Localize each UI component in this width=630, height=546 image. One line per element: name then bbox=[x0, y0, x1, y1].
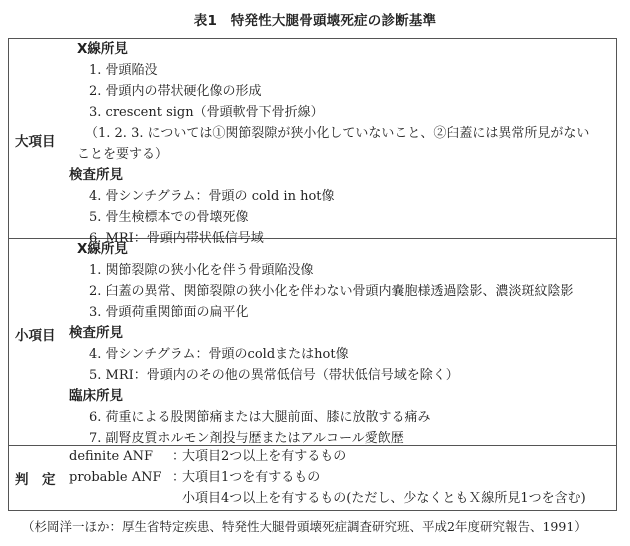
note-line: （1. 2. 3. については①関節裂隙が狭小化していないこと、②臼蓋には異常所見がない bbox=[85, 126, 590, 141]
list-item: 2. 臼蓋の異常、関節裂隙の狭小化を伴わない骨頭内嚢胞様透過陰影、濃淡斑紋陰影 bbox=[89, 284, 574, 299]
diagnostic-criteria-table bbox=[8, 38, 617, 511]
judgement-row-definite bbox=[69, 446, 612, 467]
table-title: 表1 特発性大腿骨頭壊死症の診断基準 bbox=[193, 13, 437, 29]
judgement-value: 大項目1つを有するもの bbox=[182, 470, 321, 485]
major-criteria-label: 大項目 bbox=[15, 134, 56, 150]
list-item: 6. MRI：骨頭内帯状低信号域 bbox=[89, 231, 264, 246]
clinical-heading: 臨床所見 bbox=[69, 388, 123, 404]
judgement-section bbox=[9, 446, 616, 510]
list-item: 4. 骨シンチグラム：骨頭の cold in hot像 bbox=[89, 189, 335, 204]
judgement-row-probable bbox=[69, 467, 612, 488]
list-item: 6. 荷重による股関節痛または大腿前面、膝に放散する痛み bbox=[89, 410, 431, 425]
judgement-colon: ： bbox=[172, 470, 186, 485]
xray-heading: X線所見 bbox=[77, 241, 128, 257]
list-item: 5. MRI：骨頭内のその他の異常低信号（帯状低信号域を除く） bbox=[89, 368, 459, 383]
list-item: 1. 関節裂隙の狭小化を伴う骨頭陥没像 bbox=[89, 263, 314, 278]
minor-criteria-content bbox=[69, 239, 612, 449]
minor-criteria-section bbox=[9, 239, 616, 446]
list-item: 4. 骨シンチグラム：骨頭のcoldまたはhot像 bbox=[89, 347, 349, 362]
major-criteria-section bbox=[9, 39, 616, 246]
xray-heading: X線所見 bbox=[77, 41, 128, 57]
note-line: ことを要する） bbox=[77, 147, 169, 162]
list-item: 3. crescent sign（骨頭軟骨下骨折線） bbox=[89, 105, 324, 120]
judgement-row-probable-alt bbox=[69, 488, 612, 509]
judgement-value: 小項目4つ以上を有するもの(ただし、少なくともＸ線所見1つを含む) bbox=[182, 491, 586, 506]
exam-heading: 検査所見 bbox=[69, 167, 123, 183]
judgement-key: definite ANF bbox=[69, 449, 154, 464]
minor-criteria-label: 小項目 bbox=[15, 328, 56, 344]
list-item: 7. 副腎皮質ホルモン剤投与歴またはアルコール愛飲歴 bbox=[89, 431, 404, 446]
judgement-key: probable ANF bbox=[69, 470, 162, 485]
exam-heading: 検査所見 bbox=[69, 325, 123, 341]
major-criteria-content bbox=[69, 39, 612, 249]
judgement-colon: ： bbox=[172, 449, 186, 464]
list-item: 1. 骨頭陥没 bbox=[89, 63, 158, 78]
judgement-label: 判 定 bbox=[15, 472, 56, 488]
list-item: 3. 骨頭荷重関節面の扁平化 bbox=[89, 305, 249, 320]
judgement-value: 大項目2つ以上を有するもの bbox=[182, 449, 347, 464]
list-item: 2. 骨頭内の帯状硬化像の形成 bbox=[89, 84, 262, 99]
list-item: 5. 骨生検標本での骨壊死像 bbox=[89, 210, 249, 225]
source-footnote: （杉岡洋一ほか：厚生省特定疾患、特発性大腿骨頭壊死症調査研究班、平成2年度研究報告、1991） bbox=[22, 519, 587, 534]
judgement-content bbox=[69, 446, 612, 509]
